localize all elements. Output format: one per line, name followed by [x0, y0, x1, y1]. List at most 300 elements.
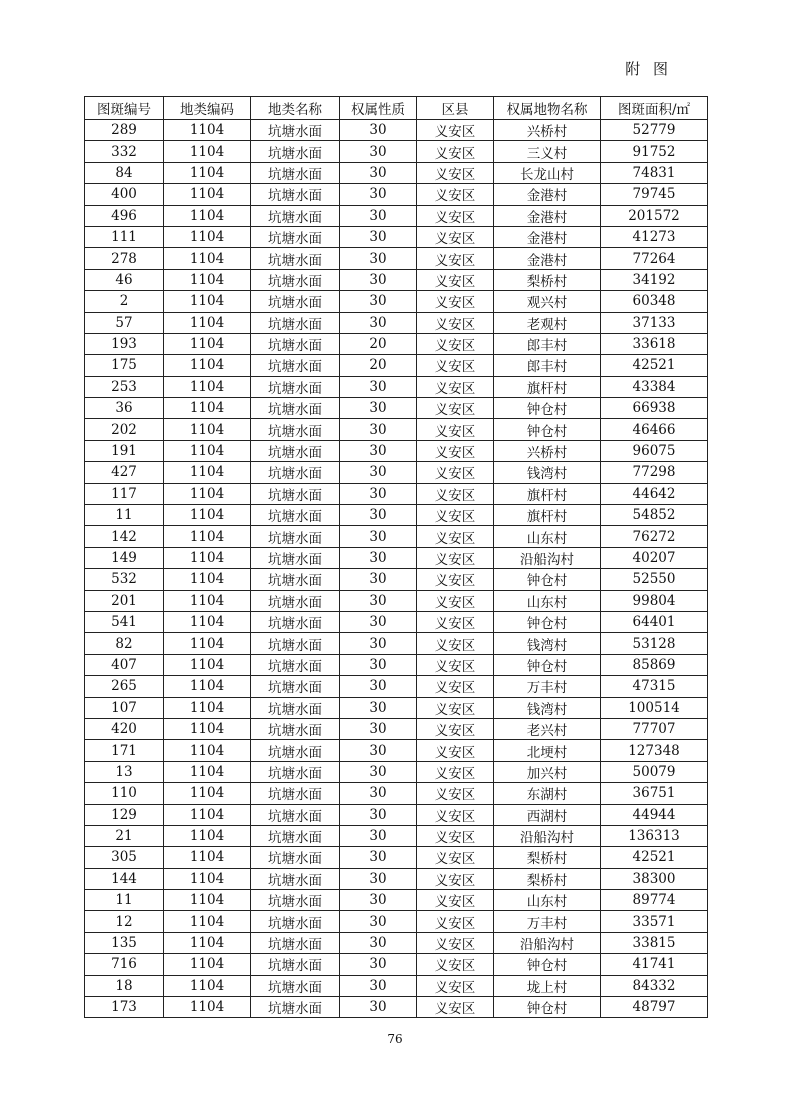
table-cell: 1104 — [164, 462, 251, 483]
table-cell: 30 — [340, 205, 417, 226]
table-cell: 30 — [340, 975, 417, 996]
table-row — [85, 847, 708, 868]
table-cell: 1104 — [164, 547, 251, 568]
table-cell: 1104 — [164, 312, 251, 333]
table-cell: 坑塘水面 — [251, 740, 340, 761]
table-cell: 长龙山村 — [494, 162, 601, 183]
table-cell: 30 — [340, 932, 417, 953]
table-cell: 义安区 — [417, 483, 494, 504]
table-cell: 30 — [340, 526, 417, 547]
table-cell: 1104 — [164, 398, 251, 419]
table-cell: 山东村 — [494, 590, 601, 611]
table-row — [85, 932, 708, 953]
table-cell: 坑塘水面 — [251, 569, 340, 590]
table-cell: 54852 — [601, 505, 708, 526]
table-cell: 13 — [85, 761, 164, 782]
table-cell: 钱湾村 — [494, 697, 601, 718]
table-cell: 坑塘水面 — [251, 398, 340, 419]
table-cell: 金港村 — [494, 226, 601, 247]
table-cell: 旗杆村 — [494, 483, 601, 504]
table-cell: 30 — [340, 462, 417, 483]
table-cell: 沿船沟村 — [494, 932, 601, 953]
table-cell: 41273 — [601, 226, 708, 247]
table-cell: 135 — [85, 932, 164, 953]
table-cell: 1104 — [164, 120, 251, 141]
table-row — [85, 676, 708, 697]
table-cell: 钟仓村 — [494, 954, 601, 975]
table-cell: 716 — [85, 954, 164, 975]
table-cell: 1104 — [164, 505, 251, 526]
table-cell: 义安区 — [417, 825, 494, 846]
table-cell: 义安区 — [417, 226, 494, 247]
table-row — [85, 162, 708, 183]
table-cell: 30 — [340, 248, 417, 269]
table-cell: 99804 — [601, 590, 708, 611]
table-cell: 钱湾村 — [494, 633, 601, 654]
table-cell: 43384 — [601, 376, 708, 397]
table-cell: 407 — [85, 654, 164, 675]
table-cell: 38300 — [601, 868, 708, 889]
table-cell: 1104 — [164, 783, 251, 804]
table-cell: 1104 — [164, 997, 251, 1018]
table-cell: 义安区 — [417, 611, 494, 632]
table-cell: 钟仓村 — [494, 419, 601, 440]
table-cell: 坑塘水面 — [251, 333, 340, 354]
table-cell: 30 — [340, 718, 417, 739]
table-cell: 100514 — [601, 697, 708, 718]
table-cell: 坑塘水面 — [251, 226, 340, 247]
table-cell: 30 — [340, 783, 417, 804]
appendix-label: 附 图 — [625, 60, 672, 78]
table-cell: 30 — [340, 847, 417, 868]
table-cell: 202 — [85, 419, 164, 440]
table-cell: 36 — [85, 398, 164, 419]
table-cell: 42521 — [601, 847, 708, 868]
table-cell: 兴桥村 — [494, 120, 601, 141]
table-cell: 1104 — [164, 248, 251, 269]
table-cell: 42521 — [601, 355, 708, 376]
table-cell: 1104 — [164, 355, 251, 376]
table-cell: 义安区 — [417, 697, 494, 718]
column-header: 权属性质 — [340, 97, 417, 120]
table-cell: 77264 — [601, 248, 708, 269]
table-cell: 义安区 — [417, 590, 494, 611]
table-cell: 541 — [85, 611, 164, 632]
table-cell: 1104 — [164, 761, 251, 782]
table-cell: 坑塘水面 — [251, 312, 340, 333]
table-cell: 义安区 — [417, 911, 494, 932]
table-cell: 107 — [85, 697, 164, 718]
table-cell: 46466 — [601, 419, 708, 440]
table-cell: 30 — [340, 398, 417, 419]
table-cell: 30 — [340, 569, 417, 590]
table-cell: 173 — [85, 997, 164, 1018]
table-cell: 坑塘水面 — [251, 890, 340, 911]
table-cell: 义安区 — [417, 141, 494, 162]
table-cell: 义安区 — [417, 997, 494, 1018]
table-cell: 48797 — [601, 997, 708, 1018]
table-cell: 46 — [85, 269, 164, 290]
table-cell: 沿船沟村 — [494, 547, 601, 568]
table-cell: 坑塘水面 — [251, 590, 340, 611]
table-row — [85, 611, 708, 632]
table-cell: 坑塘水面 — [251, 419, 340, 440]
table-cell: 30 — [340, 184, 417, 205]
table-row — [85, 740, 708, 761]
table-cell: 30 — [340, 120, 417, 141]
table-cell: 义安区 — [417, 740, 494, 761]
table-cell: 171 — [85, 740, 164, 761]
table-row — [85, 997, 708, 1018]
table-cell: 18 — [85, 975, 164, 996]
table-cell: 义安区 — [417, 954, 494, 975]
table-cell: 义安区 — [417, 462, 494, 483]
table-cell: 坑塘水面 — [251, 505, 340, 526]
table-cell: 66938 — [601, 398, 708, 419]
table-row — [85, 697, 708, 718]
table-cell: 义安区 — [417, 440, 494, 461]
table-cell: 332 — [85, 141, 164, 162]
table-cell: 30 — [340, 590, 417, 611]
table-cell: 20 — [340, 333, 417, 354]
table-cell: 60348 — [601, 291, 708, 312]
table-cell: 义安区 — [417, 804, 494, 825]
table-cell: 77298 — [601, 462, 708, 483]
table-cell: 1104 — [164, 975, 251, 996]
table-cell: 11 — [85, 505, 164, 526]
table-cell: 1104 — [164, 676, 251, 697]
table-cell: 193 — [85, 333, 164, 354]
table-row — [85, 890, 708, 911]
table-cell: 义安区 — [417, 569, 494, 590]
table-cell: 1104 — [164, 654, 251, 675]
table-cell: 30 — [340, 547, 417, 568]
table-cell: 400 — [85, 184, 164, 205]
table-row — [85, 526, 708, 547]
table-cell: 金港村 — [494, 248, 601, 269]
table-cell: 金港村 — [494, 205, 601, 226]
table-cell: 三义村 — [494, 141, 601, 162]
table-cell: 加兴村 — [494, 761, 601, 782]
table-cell: 坑塘水面 — [251, 141, 340, 162]
table-cell: 钟仓村 — [494, 398, 601, 419]
table-cell: 52550 — [601, 569, 708, 590]
table-cell: 1104 — [164, 333, 251, 354]
table-row — [85, 804, 708, 825]
table-cell: 1104 — [164, 633, 251, 654]
table-cell: 1104 — [164, 376, 251, 397]
table-cell: 坑塘水面 — [251, 911, 340, 932]
table-cell: 265 — [85, 676, 164, 697]
table-cell: 钟仓村 — [494, 569, 601, 590]
table-cell: 坑塘水面 — [251, 847, 340, 868]
table-cell: 77707 — [601, 718, 708, 739]
table-cell: 1104 — [164, 205, 251, 226]
table-cell: 坑塘水面 — [251, 654, 340, 675]
table-cell: 义安区 — [417, 184, 494, 205]
table-cell: 30 — [340, 633, 417, 654]
table-cell: 30 — [340, 269, 417, 290]
table-cell: 30 — [340, 997, 417, 1018]
table-row — [85, 291, 708, 312]
table-cell: 30 — [340, 376, 417, 397]
table-row — [85, 483, 708, 504]
table-row — [85, 590, 708, 611]
table-cell: 40207 — [601, 547, 708, 568]
table-cell: 坑塘水面 — [251, 269, 340, 290]
table-cell: 义安区 — [417, 676, 494, 697]
table-cell: 1104 — [164, 911, 251, 932]
table-cell: 义安区 — [417, 398, 494, 419]
table-cell: 义安区 — [417, 248, 494, 269]
table-cell: 30 — [340, 440, 417, 461]
table-cell: 兴桥村 — [494, 440, 601, 461]
table-row — [85, 355, 708, 376]
table-cell: 136313 — [601, 825, 708, 846]
table-cell: 1104 — [164, 825, 251, 846]
table-cell: 义安区 — [417, 291, 494, 312]
table-cell: 坑塘水面 — [251, 633, 340, 654]
table-row — [85, 141, 708, 162]
table-cell: 201 — [85, 590, 164, 611]
table-row — [85, 569, 708, 590]
table-cell: 253 — [85, 376, 164, 397]
table-cell: 坑塘水面 — [251, 697, 340, 718]
table-cell: 坑塘水面 — [251, 483, 340, 504]
table-cell: 144 — [85, 868, 164, 889]
table-row — [85, 718, 708, 739]
table-cell: 义安区 — [417, 120, 494, 141]
table-cell: 坑塘水面 — [251, 868, 340, 889]
table-cell: 坑塘水面 — [251, 932, 340, 953]
table-cell: 1104 — [164, 718, 251, 739]
table-cell: 1104 — [164, 419, 251, 440]
table-cell: 坑塘水面 — [251, 547, 340, 568]
table-cell: 37133 — [601, 312, 708, 333]
table-cell: 沿船沟村 — [494, 825, 601, 846]
table-cell: 义安区 — [417, 932, 494, 953]
table-cell: 111 — [85, 226, 164, 247]
table-cell: 149 — [85, 547, 164, 568]
table-row — [85, 184, 708, 205]
table-row — [85, 462, 708, 483]
table-cell: 41741 — [601, 954, 708, 975]
table-cell: 义安区 — [417, 312, 494, 333]
table-cell: 垅上村 — [494, 975, 601, 996]
table-cell: 梨桥村 — [494, 868, 601, 889]
table-cell: 山东村 — [494, 526, 601, 547]
table-cell: 91752 — [601, 141, 708, 162]
table-cell: 21 — [85, 825, 164, 846]
table-row — [85, 975, 708, 996]
table-cell: 1104 — [164, 590, 251, 611]
table-cell: 1104 — [164, 440, 251, 461]
table-row — [85, 825, 708, 846]
table-cell: 万丰村 — [494, 911, 601, 932]
table-cell: 1104 — [164, 740, 251, 761]
table-cell: 1104 — [164, 868, 251, 889]
table-cell: 79745 — [601, 184, 708, 205]
table-cell: 老观村 — [494, 312, 601, 333]
table-cell: 1104 — [164, 569, 251, 590]
table-cell: 30 — [340, 312, 417, 333]
table-cell: 52779 — [601, 120, 708, 141]
table-cell: 278 — [85, 248, 164, 269]
table-row — [85, 419, 708, 440]
table-cell: 30 — [340, 654, 417, 675]
table-cell: 30 — [340, 868, 417, 889]
table-cell: 33815 — [601, 932, 708, 953]
table-cell: 1104 — [164, 932, 251, 953]
table-cell: 梨桥村 — [494, 847, 601, 868]
table-row — [85, 248, 708, 269]
table-cell: 127348 — [601, 740, 708, 761]
table-cell: 57 — [85, 312, 164, 333]
table-cell: 30 — [340, 162, 417, 183]
table-cell: 30 — [340, 890, 417, 911]
table-cell: 义安区 — [417, 505, 494, 526]
table-row — [85, 761, 708, 782]
table-cell: 坑塘水面 — [251, 440, 340, 461]
table-cell: 305 — [85, 847, 164, 868]
column-header: 图斑面积/㎡ — [601, 97, 708, 120]
table-cell: 义安区 — [417, 333, 494, 354]
table-cell: 钟仓村 — [494, 997, 601, 1018]
table-cell: 坑塘水面 — [251, 355, 340, 376]
table-cell: 坑塘水面 — [251, 783, 340, 804]
table-cell: 北埂村 — [494, 740, 601, 761]
table-cell: 义安区 — [417, 526, 494, 547]
table-cell: 34192 — [601, 269, 708, 290]
table-cell: 坑塘水面 — [251, 804, 340, 825]
table-cell: 坑塘水面 — [251, 162, 340, 183]
table-cell: 1104 — [164, 483, 251, 504]
table-row — [85, 954, 708, 975]
table-cell: 钱湾村 — [494, 462, 601, 483]
table-cell: 30 — [340, 226, 417, 247]
table-cell: 旗杆村 — [494, 376, 601, 397]
table-cell: 96075 — [601, 440, 708, 461]
table-cell: 33618 — [601, 333, 708, 354]
table-cell: 12 — [85, 911, 164, 932]
table-cell: 1104 — [164, 184, 251, 205]
table-cell: 1104 — [164, 162, 251, 183]
table-cell: 44944 — [601, 804, 708, 825]
table-cell: 金港村 — [494, 184, 601, 205]
table-cell: 坑塘水面 — [251, 718, 340, 739]
table-row — [85, 868, 708, 889]
column-header: 地类名称 — [251, 97, 340, 120]
table-cell: 郎丰村 — [494, 333, 601, 354]
table-cell: 1104 — [164, 954, 251, 975]
table-row — [85, 654, 708, 675]
table-cell: 117 — [85, 483, 164, 504]
table-row — [85, 312, 708, 333]
table-cell: 496 — [85, 205, 164, 226]
table-cell: 坑塘水面 — [251, 526, 340, 547]
table-cell: 坑塘水面 — [251, 954, 340, 975]
table-cell: 山东村 — [494, 890, 601, 911]
table-cell: 坑塘水面 — [251, 825, 340, 846]
table-cell: 30 — [340, 911, 417, 932]
table-cell: 20 — [340, 355, 417, 376]
table-cell: 11 — [85, 890, 164, 911]
table-cell: 30 — [340, 676, 417, 697]
table-cell: 2 — [85, 291, 164, 312]
table-cell: 钟仓村 — [494, 611, 601, 632]
table-cell: 坑塘水面 — [251, 120, 340, 141]
column-header: 区县 — [417, 97, 494, 120]
table-cell: 1104 — [164, 890, 251, 911]
table-row — [85, 120, 708, 141]
table-cell: 坑塘水面 — [251, 205, 340, 226]
table-row — [85, 547, 708, 568]
table-cell: 64401 — [601, 611, 708, 632]
table-cell: 1104 — [164, 291, 251, 312]
table-row — [85, 269, 708, 290]
table-cell: 西湖村 — [494, 804, 601, 825]
table-cell: 义安区 — [417, 868, 494, 889]
table-row — [85, 633, 708, 654]
table-cell: 420 — [85, 718, 164, 739]
table-cell: 义安区 — [417, 376, 494, 397]
table-row — [85, 783, 708, 804]
table-cell: 坑塘水面 — [251, 291, 340, 312]
table-cell: 84 — [85, 162, 164, 183]
table-cell: 44642 — [601, 483, 708, 504]
table-row — [85, 911, 708, 932]
table-cell: 76272 — [601, 526, 708, 547]
table-cell: 义安区 — [417, 633, 494, 654]
table-cell: 1104 — [164, 269, 251, 290]
table-cell: 110 — [85, 783, 164, 804]
table-cell: 532 — [85, 569, 164, 590]
table-cell: 旗杆村 — [494, 505, 601, 526]
table-cell: 30 — [340, 483, 417, 504]
table-cell: 30 — [340, 291, 417, 312]
table-cell: 坑塘水面 — [251, 248, 340, 269]
table-cell: 义安区 — [417, 355, 494, 376]
table-cell: 义安区 — [417, 547, 494, 568]
table-cell: 坑塘水面 — [251, 975, 340, 996]
table-cell: 30 — [340, 761, 417, 782]
table-cell: 老兴村 — [494, 718, 601, 739]
table-cell: 义安区 — [417, 847, 494, 868]
table-cell: 郎丰村 — [494, 355, 601, 376]
table-cell: 427 — [85, 462, 164, 483]
table-cell: 义安区 — [417, 783, 494, 804]
table-cell: 289 — [85, 120, 164, 141]
table-cell: 1104 — [164, 226, 251, 247]
table-cell: 坑塘水面 — [251, 761, 340, 782]
table-cell: 义安区 — [417, 205, 494, 226]
table-cell: 47315 — [601, 676, 708, 697]
table-cell: 191 — [85, 440, 164, 461]
table-cell: 33571 — [601, 911, 708, 932]
table-row — [85, 505, 708, 526]
table-cell: 30 — [340, 740, 417, 761]
table-cell: 坑塘水面 — [251, 376, 340, 397]
table-cell: 50079 — [601, 761, 708, 782]
table-cell: 坑塘水面 — [251, 997, 340, 1018]
table-cell: 坑塘水面 — [251, 611, 340, 632]
table-cell: 30 — [340, 419, 417, 440]
table-cell: 东湖村 — [494, 783, 601, 804]
table-cell: 30 — [340, 611, 417, 632]
table-row — [85, 205, 708, 226]
table-cell: 30 — [340, 505, 417, 526]
table-cell: 30 — [340, 804, 417, 825]
